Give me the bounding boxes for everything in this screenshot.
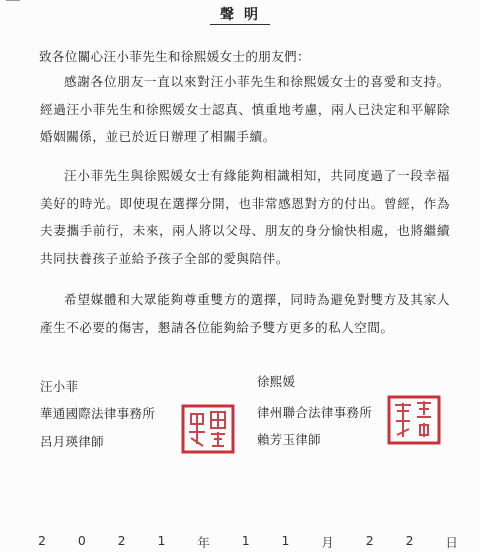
right-lawyer-seal	[387, 395, 441, 445]
left-party-name: 汪小菲	[40, 379, 79, 394]
date-char: 2	[117, 533, 126, 548]
document-title: 聲明	[0, 4, 480, 24]
left-lawyer: 呂月瑛律師	[40, 434, 104, 449]
right-law-firm: 律州聯合法律事務所	[257, 405, 373, 420]
date-line	[38, 533, 458, 551]
left-lawyer-seal	[181, 404, 235, 454]
greeting-line: 致各位關心汪小菲先生和徐熙媛女士的朋友們：	[39, 49, 310, 64]
right-party-name: 徐熙媛	[257, 374, 296, 389]
paragraph-3: 希望媒體和大眾能夠尊重雙方的選擇，同時為避免對雙方及其家人產生不必要的傷害，懇請各位能夠給予雙方更多的私人空間。	[40, 292, 450, 335]
date-char: 1	[241, 533, 250, 548]
date-char: 1	[157, 533, 166, 548]
date-char: 年	[197, 535, 210, 550]
date-char: 0	[77, 533, 86, 548]
date-char: 2	[38, 533, 46, 548]
date-char: 2	[405, 533, 414, 548]
date-char: 1	[281, 533, 290, 548]
left-law-firm: 華通國際法律事務所	[40, 406, 156, 421]
date-char: 日	[445, 535, 458, 550]
paragraph-2: 汪小菲先生與徐熙媛女士有緣能夠相識相知，共同度過了一段幸福美好的時光。即使現在選擇分開，也非常感恩對方的付出。曾經，作為夫妻攜手前行，未來，兩人將以父母、朋友的身分愉快相處，也將繼續共同扶養孩子並給予孩子全部的愛與陪伴。	[40, 168, 450, 266]
date-char: 2	[365, 533, 374, 548]
right-lawyer: 賴芳玉律師	[257, 432, 321, 447]
paragraph-1: 感謝各位朋友一直以來對汪小菲先生和徐熙媛女士的喜愛和支持。經過汪小菲先生和徐熙媛女士認真、慎重地考慮，兩人已決定和平解除婚姻關係，並已於近日辦理了相關手續。	[40, 74, 450, 144]
date-char: 月	[321, 535, 334, 550]
